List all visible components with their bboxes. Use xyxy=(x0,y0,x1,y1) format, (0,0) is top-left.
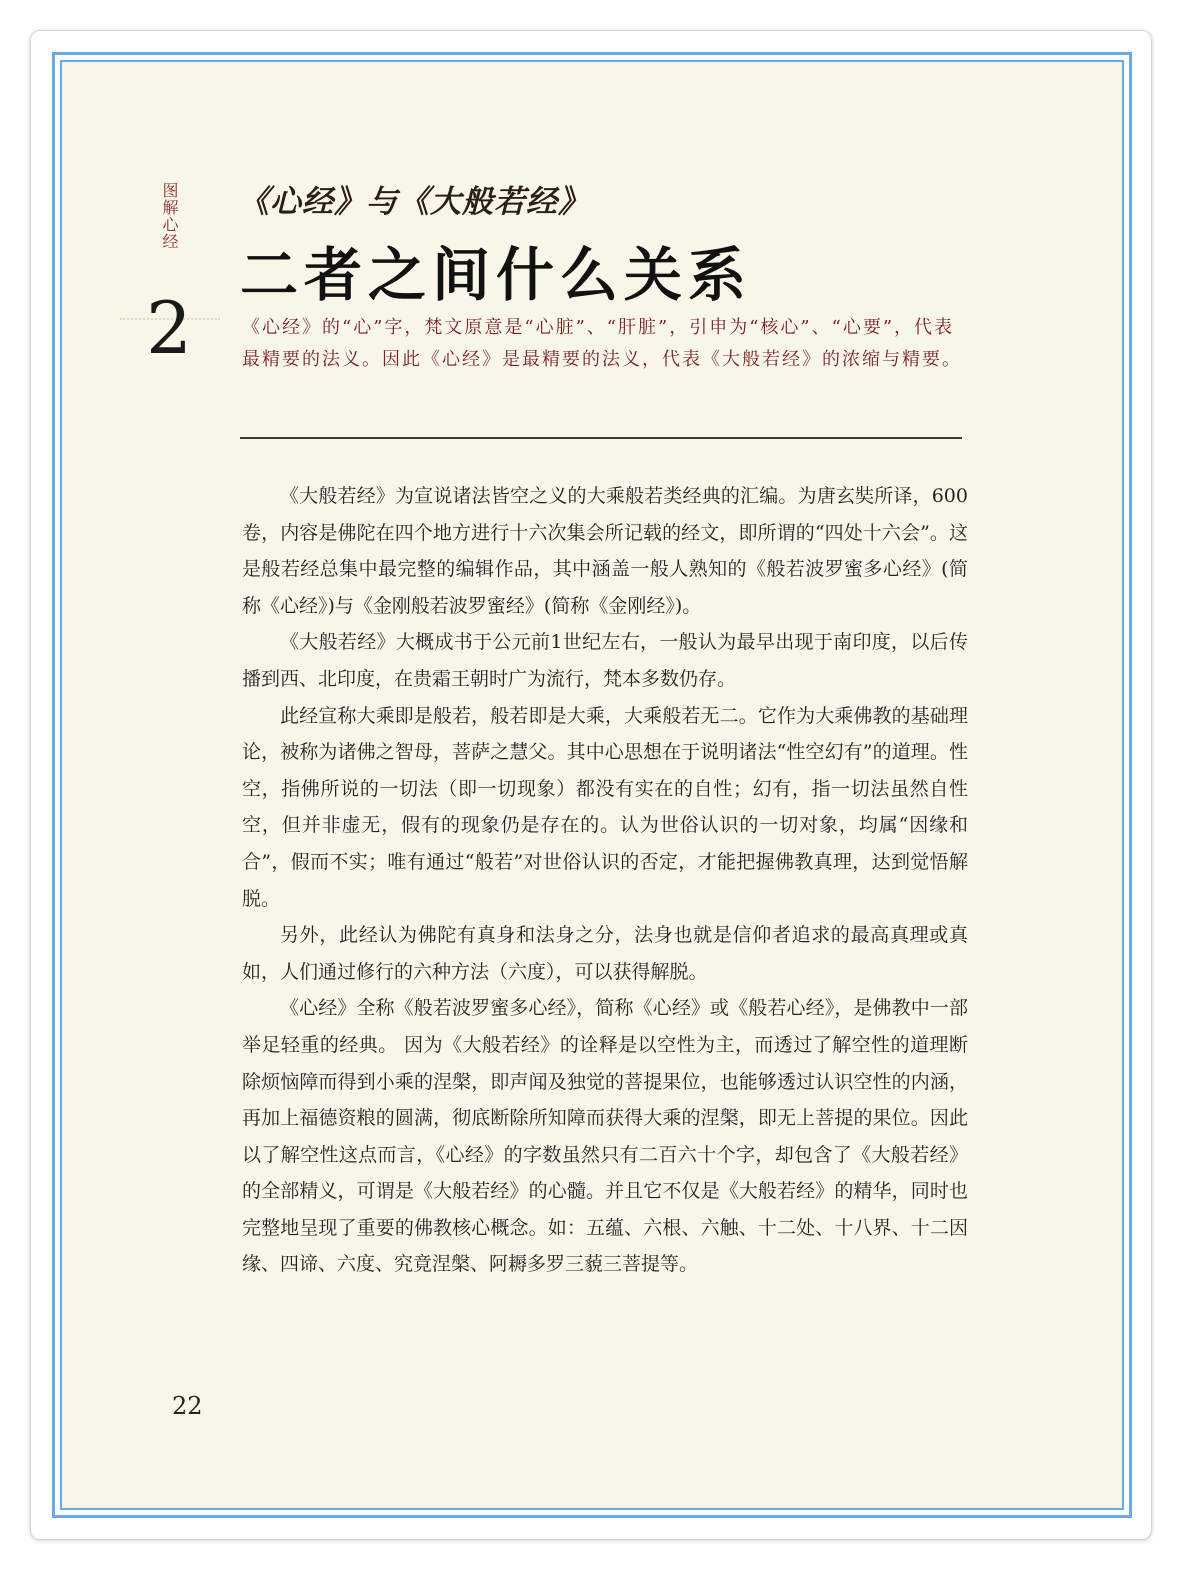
paragraph: 《心经》全称《般若波罗蜜多心经》，简称《心经》或《般若心经》，是佛教中一部举足轻重的经典。 因为《大般若经》的诠释是以空性为主，而透过了解空性的道理断除烦恼障而得到小乘的涅槃，即声闻及独觉的菩提果位，也能够透过认识空性的内涵，再加上福德资粮的圆满，彻底断除所知障而获得大乘的涅槃，即无上菩提的果位。因此以了解空性这点而言，《心经》的字数虽然只有二百六十个字，却包含了《大般若经》的全部精义，可谓是《大般若经》的心髓。并且它不仅是《大般若经》的精华，同时也完整地呈现了重要的佛教核心概念。如：五蕴、六根、六触、十二处、十八界、十二因缘、四谛、六度、究竟涅槃、阿耨多罗三藐三菩提等。 xyxy=(242,997,968,1276)
page-subtitle: 《心经》与《大般若经》 xyxy=(238,184,590,220)
intro-summary: 《心经》的“心”字，梵文原意是“心脏”、“肝脏”，引申为“核心”、“心要”，代表最精要的法义。因此《心经》是最精要的法义，代表《大般若经》的浓缩与精要。 xyxy=(242,317,962,370)
side-label: 图解心经 xyxy=(160,182,179,250)
paragraph: 《大般若经》为宣说诸法皆空之义的大乘般若类经典的汇编。为唐玄奘所译，600卷，内容是佛陀在四个地方进行十六次集会所记载的经文，即所谓的“四处十六会”。这是般若经总集中最完整的编辑作品，其中涵盖一般人熟知的《般若波罗蜜多心经》(简称《心经》)与《金刚般若波罗蜜经》(简称《金刚经》)。 xyxy=(242,485,968,617)
chapter-number: 2 xyxy=(146,286,192,370)
page-title: 二者之间什么关系 xyxy=(240,241,753,309)
section-divider xyxy=(240,437,962,439)
paragraph: 另外，此经认为佛陀有真身和法身之分，法身也就是信仰者追求的最高真理或真如，人们通过修行的六种方法（六度），可以获得解脱。 xyxy=(242,924,968,983)
body-text xyxy=(242,478,968,1283)
page-number: 22 xyxy=(172,1392,203,1420)
paragraph: 《大般若经》大概成书于公元前1世纪左右，一般认为最早出现于南印度，以后传播到西、北印度，在贵霜王朝时广为流行，梵本多数仍存。 xyxy=(242,631,968,690)
paragraph: 此经宣称大乘即是般若，般若即是大乘，大乘般若无二。它作为大乘佛教的基础理论，被称为诸佛之智母，菩萨之慧父。其中心思想在于说明诸法“性空幻有”的道理。性空，指佛所说的一切法（即一切现象）都没有实在的自性；幻有，指一切法虽然自性空，但并非虚无，假有的现象仍是存在的。认为世俗认识的一切对象，均属“因缘和合”，假而不实；唯有通过“般若”对世俗认识的否定，才能把握佛教真理，达到觉悟解脱。 xyxy=(242,704,968,910)
